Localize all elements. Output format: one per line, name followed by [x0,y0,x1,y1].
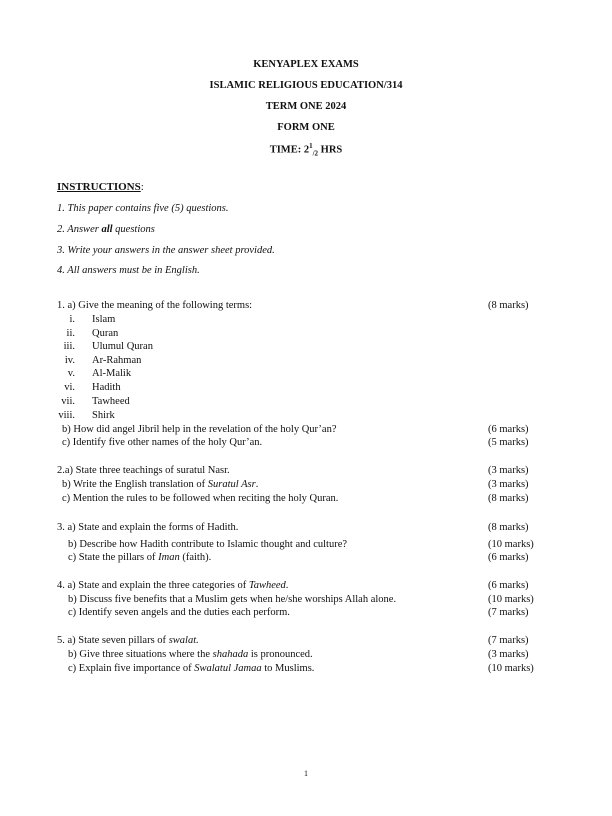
term-number: i. [69,314,75,325]
time-allowed: TIME: $2^1_{/2}$ HRS [269,142,343,158]
term-number: iii. [63,341,75,352]
question-5a: 5. a) State seven pillars of swalat. [57,635,199,646]
marks-4a: (6 marks) [488,580,529,591]
marks-5a: (7 marks) [488,635,529,646]
marks-3c: (6 marks) [488,552,529,563]
question-4c: c) Identify seven angels and the duties each perform. [68,607,290,618]
marks-4b: (10 marks) [488,594,534,605]
question-4b: b) Discuss five benefits that a Muslim gets when he/she worships Allah alone. [68,594,397,605]
question-1c: c) Identify five other names of the holy Qur’an. [62,437,263,448]
term-number: vi. [64,382,75,393]
question-1a: 1. a) Give the meaning of the following terms: [57,300,253,311]
question-1b: b) How did angel Jibril help in the revelation of the holy Qur’an? [62,424,337,435]
marks-5b: (3 marks) [488,649,529,660]
marks-2a: (3 marks) [488,465,529,476]
term-number: viii. [58,410,75,421]
question-3a: 3. a) State and explain the forms of Hadith. [57,522,239,533]
question-3b: b) Describe how Hadith contribute to Islamic thought and culture? [68,539,348,550]
term-text: Islam [92,314,116,325]
question-2a: 2.a) State three teachings of suratul Nasr. [57,465,230,476]
question-3c: c) State the pillars of Iman (faith). [68,552,212,563]
instruction-item: 2. Answer all questions [57,224,155,235]
question-4a: 4. a) State and explain the three categories of Tawheed. [57,580,289,591]
term-number: v. [67,368,75,379]
form-title: FORM ONE [277,122,335,133]
term-number: iv. [64,355,75,366]
exam-body-title: KENYAPLEX EXAMS [253,59,359,70]
page-number: 1 [304,769,308,778]
term-number: ii. [66,328,75,339]
marks-1c: (5 marks) [488,437,529,448]
question-2c: c) Mention the rules to be followed when reciting the holy Quran. [62,493,339,504]
instructions-heading: INSTRUCTIONS: [57,181,144,193]
term-text: Shirk [92,410,115,421]
marks-4c: (7 marks) [488,607,529,618]
marks-2b: (3 marks) [488,479,529,490]
marks-3a: (8 marks) [488,522,529,533]
marks-1a: (8 marks) [488,300,529,311]
subject-title: ISLAMIC RELIGIOUS EDUCATION/314 [209,80,403,91]
term-text: Ulumul Quran [92,341,153,352]
instruction-item: 4. All answers must be in English. [57,265,200,276]
term-text: Al-Malik [92,368,132,379]
term-text: Hadith [92,382,121,393]
term-text: Ar-Rahman [92,355,142,366]
marks-3b: (10 marks) [488,539,534,550]
term-text: Tawheed [92,396,130,407]
marks-1b: (6 marks) [488,424,529,435]
marks-2c: (8 marks) [488,493,529,504]
question-5c: c) Explain five importance of Swalatul Jamaa to Muslims. [68,663,315,674]
term-title: TERM ONE 2024 [265,101,347,112]
instruction-item: 3. Write your answers in the answer sheet provided. [57,245,275,256]
term-text: Quran [92,328,119,339]
question-5b: b) Give three situations where the shahada is pronounced. [68,649,313,660]
instruction-item: 1. This paper contains five (5) questions. [57,203,229,214]
marks-5c: (10 marks) [488,663,534,674]
question-2b: b) Write the English translation of Suratul Asr. [62,479,259,490]
term-number: vii. [61,396,75,407]
